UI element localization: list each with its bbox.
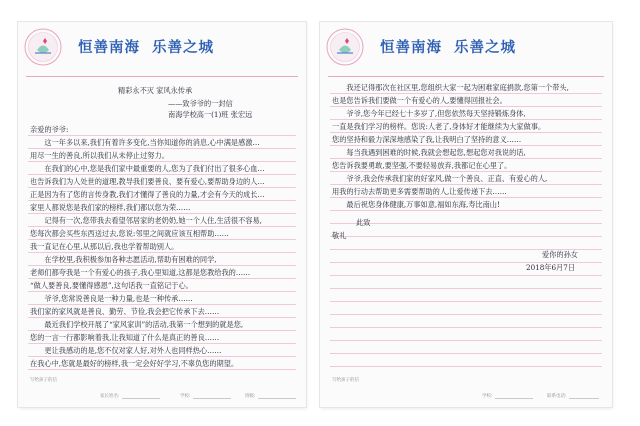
footer-fields — [332, 389, 602, 399]
letter-date: 2018年6月7日 — [526, 263, 576, 272]
footer-contact-line — [569, 393, 599, 399]
letter-line: 爷爷,我会传承我们家的好家风,做一个善良、正直、有爱心的人, — [332, 174, 548, 183]
letter-signer: 爱你的孙女 — [542, 250, 578, 259]
slogan-left: 恒善南海 — [380, 40, 442, 56]
letter-line: 在我们的心中,您是我们家中最重要的人,您为了我们付出了很多心血… — [30, 164, 265, 173]
letter-line: 也告诉我们为人处世的道理,教导我们要善良、要有爱心,要帮助身边的人… — [30, 177, 265, 186]
letter-line: 更让我感动的是,您不仅对家人好,对外人也同样热心…… — [30, 346, 222, 355]
letter-line: 每当我遇到困难的时候,我就会想起您,想起您对我说的话, — [332, 148, 526, 157]
letter-page-left — [18, 22, 306, 407]
footer-school-line — [495, 393, 533, 399]
letter-line: 家里人都说您是我们家的榜样,我们都以您为荣…… — [30, 203, 191, 212]
slogan-right: 乐善之城 — [454, 40, 516, 56]
slogan-right: 乐善之城 — [152, 40, 214, 56]
letter-line: 您告诉我要勇敢,要坚强,不要轻易放弃,我都记在心里了。 — [332, 161, 512, 170]
letter-line: 一直是我们学习的榜样。您说:人老了,身体好才能继续为大家做事。 — [332, 122, 546, 131]
footer-label: 写给孩子的信 — [332, 378, 359, 383]
closing-salutation: 此致 — [356, 218, 371, 227]
letter-line: 爷爷,您常说善良是一种力量,也是一种传承…… — [30, 294, 193, 303]
letter-line: 我还记得那次在社区里,您组织大家一起为困难家庭捐款,您第一个带头, — [332, 83, 569, 92]
letter-page-right — [320, 22, 612, 407]
header-slogan — [380, 36, 516, 57]
letter-line: 这一年多以来,我们有着许多变化,当你知道你的消息,心中满是感激… — [30, 138, 260, 147]
letter-line: 用尽一生的善良,所以我们从未停止过努力。 — [30, 151, 169, 160]
letter-author: 南海学校高一(1)班 张宏远 — [168, 110, 253, 119]
footer-school-label: 学校: — [482, 394, 493, 399]
header-slogan — [78, 36, 214, 57]
slogan-left: 恒善南海 — [78, 40, 140, 56]
closing-regards: 敬礼 — [332, 231, 347, 240]
letter-line: 在学校里,我积极参加各种志愿活动,帮助有困难的同学, — [30, 255, 217, 264]
letter-subtitle: ——致爷爷的一封信 — [168, 99, 233, 108]
footer-class-label: 班级: — [245, 394, 256, 399]
letter-line: 正是因为有了您的言传身教,我们才懂得了善良的力量,才会有今天的成长… — [30, 190, 265, 199]
charity-logo-icon — [325, 27, 365, 67]
letter-line: 老师们都夸我是一个有爱心的孩子,我心里知道,这都是您教给我的…… — [30, 268, 251, 277]
footer-fields — [30, 389, 296, 399]
letter-line: 用我的行动去帮助更多需要帮助的人,让爱传递下去…… — [332, 187, 507, 196]
letter-line: 您的一言一行都影响着我,让我知道了什么是真正的善良…… — [30, 333, 220, 342]
header-divider — [328, 76, 604, 77]
footer-school-label: 学校: — [180, 394, 191, 399]
letter-line: 在我心中,您就是最好的榜样,我一定会好好学习,不辜负您的期望。 — [30, 359, 239, 368]
letter-line: 我们家的家风就是善良、勤劳、节俭,我会把它传承下去…… — [30, 307, 220, 316]
footer-label: 写给孩子的信 — [30, 378, 57, 383]
charity-logo-icon — [23, 27, 63, 67]
footer-contact-label: 联系电话: — [547, 394, 567, 399]
letter-line: 最后祝您身体健康,万事如意,福如东海,寿比南山! — [332, 200, 500, 209]
letter-line: 您的坚持和毅力深深地感染了我,让我明白了坚持的意义…… — [332, 135, 522, 144]
letter-line: 记得有一次,您带我去看望邻居家的老奶奶,她一个人住,生活很不容易, — [30, 216, 262, 225]
letter-line: 您每次都会买些东西送过去,您说:邻里之间就应该互相帮助…… — [30, 229, 229, 238]
letter-line: 也是您告诉我们要做一个有爱心的人,要懂得回报社会。 — [332, 96, 507, 105]
footer-school-line — [193, 393, 231, 399]
letter-line: “做人要善良,要懂得感恩”,这句话我一直铭记于心。 — [30, 281, 193, 290]
footer-recipient-line — [122, 393, 160, 399]
footer-class-line — [258, 393, 296, 399]
letter-line: 我一直记在心里,从那以后,我也学着帮助别人。 — [30, 242, 179, 251]
letter-line: 爷爷,您今年已经七十多岁了,但您依然每天坚持锻炼身体, — [332, 109, 526, 118]
letter-line: 亲爱的爷爷: — [30, 125, 69, 134]
letter-line: 最近我们学校开展了“家风家训”的活动,我第一个想到的就是您, — [30, 320, 244, 329]
header-divider — [26, 76, 298, 77]
letter-title: 精彩永不灭 家风永传承 — [118, 86, 193, 95]
footer-recipient-label: 家长姓名: — [100, 394, 120, 399]
